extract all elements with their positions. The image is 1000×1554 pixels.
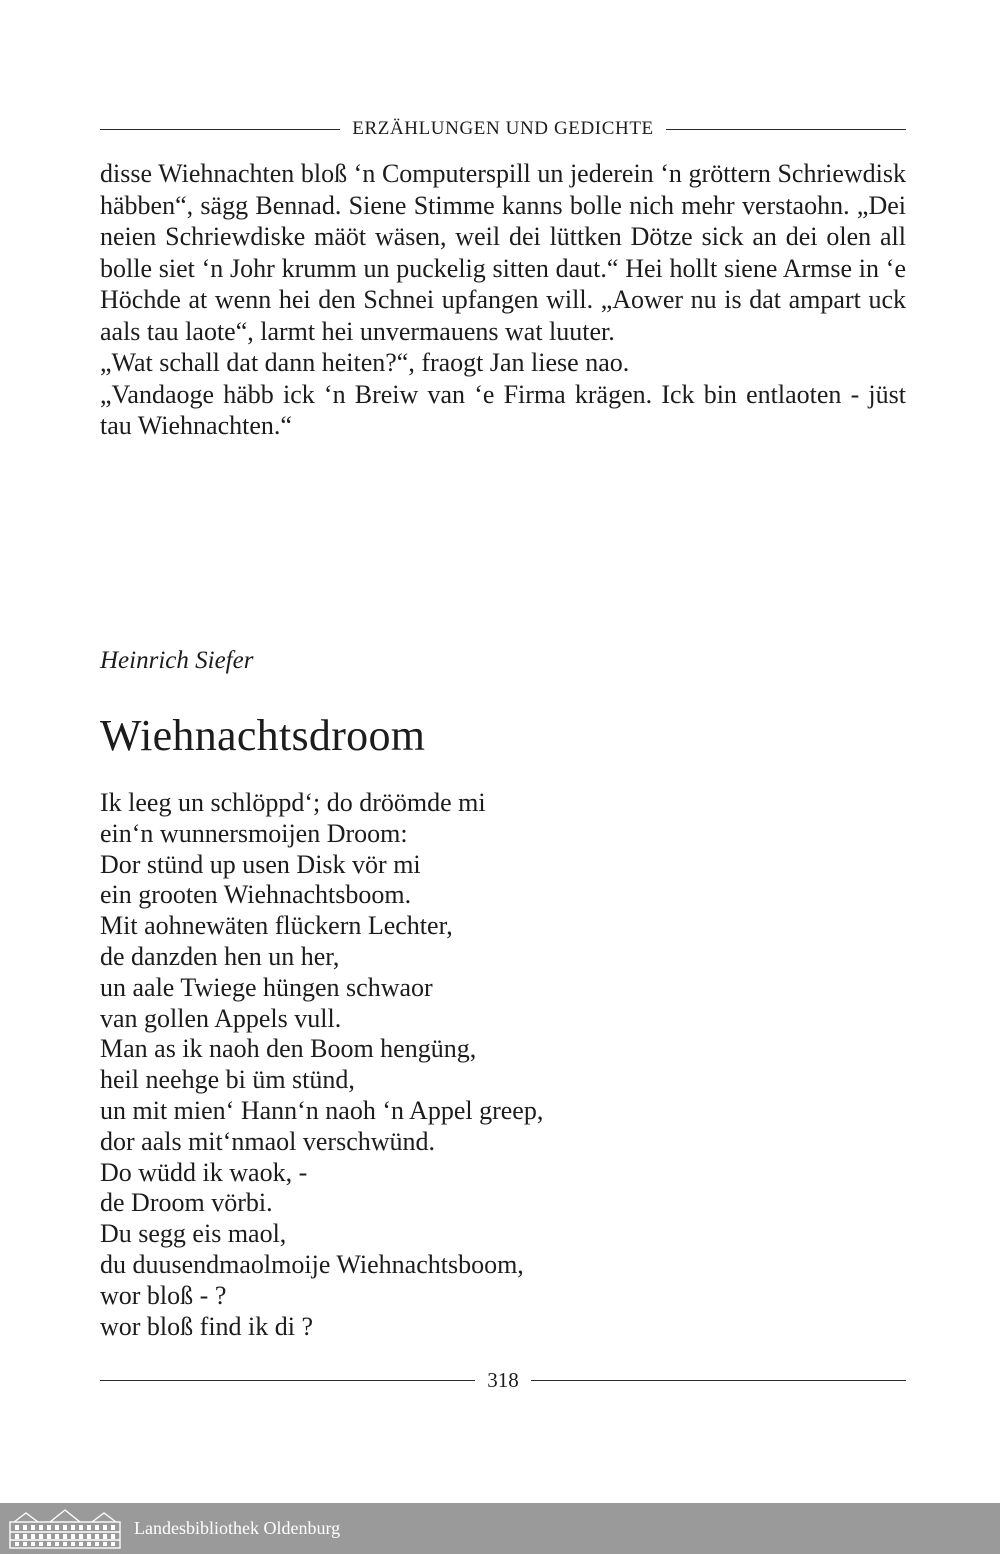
poem-body: [100, 788, 800, 1342]
poem-line: Do wüdd ik waok, -: [100, 1157, 308, 1187]
poem-title: Wiehnachtsdroom: [100, 711, 426, 760]
running-head-rule-left: [100, 129, 340, 130]
poem-line: ein‘n wunnersmoijen Droom:: [100, 818, 408, 848]
poem-author: Heinrich Siefer: [100, 647, 254, 674]
poem-line: Mit aohnewäten flückern Lechter,: [100, 911, 453, 941]
poem-line: Man as ik naoh den Boom hengüng,: [100, 1034, 477, 1064]
running-head-rule-right: [666, 129, 906, 130]
poem-line: Ik leeg un schlöppd‘; do dröömde mi: [100, 788, 486, 817]
folio-rule-left: [100, 1380, 475, 1381]
poem-line: van gollen Appels vull.: [100, 1003, 342, 1033]
prose-paragraph: „Wat schall dat dann heiten?“, fraogt Jan liese nao.: [100, 348, 630, 377]
library-footer-bar: [0, 1503, 1000, 1554]
poem-line: wor bloß - ?: [100, 1280, 227, 1310]
running-head-label: ERZÄHLUNGEN UND GEDICHTE: [352, 118, 654, 139]
poem-line: ein grooten Wiehnachtsboom.: [100, 880, 412, 910]
poem-line: de Droom vörbi.: [100, 1188, 273, 1218]
poem-line: un aale Twiege hüngen schwaor: [100, 972, 433, 1002]
library-name: Landesbibliothek Oldenburg: [134, 1518, 341, 1538]
story-continuation: [100, 158, 906, 442]
poem-line: Du segg eis maol,: [100, 1219, 287, 1249]
poem-line: un mit mien‘ Hann‘n naoh ‘n Appel greep,: [100, 1095, 544, 1125]
page-footer-folio: [100, 1366, 906, 1394]
prose-paragraph: disse Wiehnachten bloß ‘n Computerspill un jederein ‘n gröttern Schriewdisk häbben“, sägg Bennad. Siene Stimme kanns bolle nich mehr verstaohn. „Dei neien Schriewdiske mäöt wäsen, weil dei lüttken Dötze sick an dei olen all bolle siet ‘n Johr krumm un puckelig sitten daut.“ Hei hollt siene Armse in ‘e Höchde at wenn hei den Schnei upfangen will. „Aower nu is dat ampart uck aals tau laote“, larmt hei unvermauens wat luuter.: [100, 159, 906, 346]
poem-line: Dor stünd up usen Disk vör mi: [100, 849, 421, 879]
poem-line: du duusendmaolmoije Wiehnachtsboom,: [100, 1249, 524, 1279]
poem-line: heil neehge bi üm stünd,: [100, 1065, 355, 1095]
folio-rule-right: [531, 1380, 906, 1381]
poem-line: de danzden hen un her,: [100, 941, 340, 971]
page-number: 318: [487, 1367, 519, 1392]
running-head: [100, 116, 906, 142]
library-building-icon: [8, 1508, 122, 1550]
poem-line: dor aals mit‘nmaol verschwünd.: [100, 1126, 436, 1156]
poem-line: wor bloß find ik di ?: [100, 1311, 314, 1341]
prose-paragraph: „Vandaoge häbb ick ‘n Breiw van ‘e Firma krägen. Ick bin entlaoten - jüst tau Wiehnachten.“: [100, 379, 906, 440]
